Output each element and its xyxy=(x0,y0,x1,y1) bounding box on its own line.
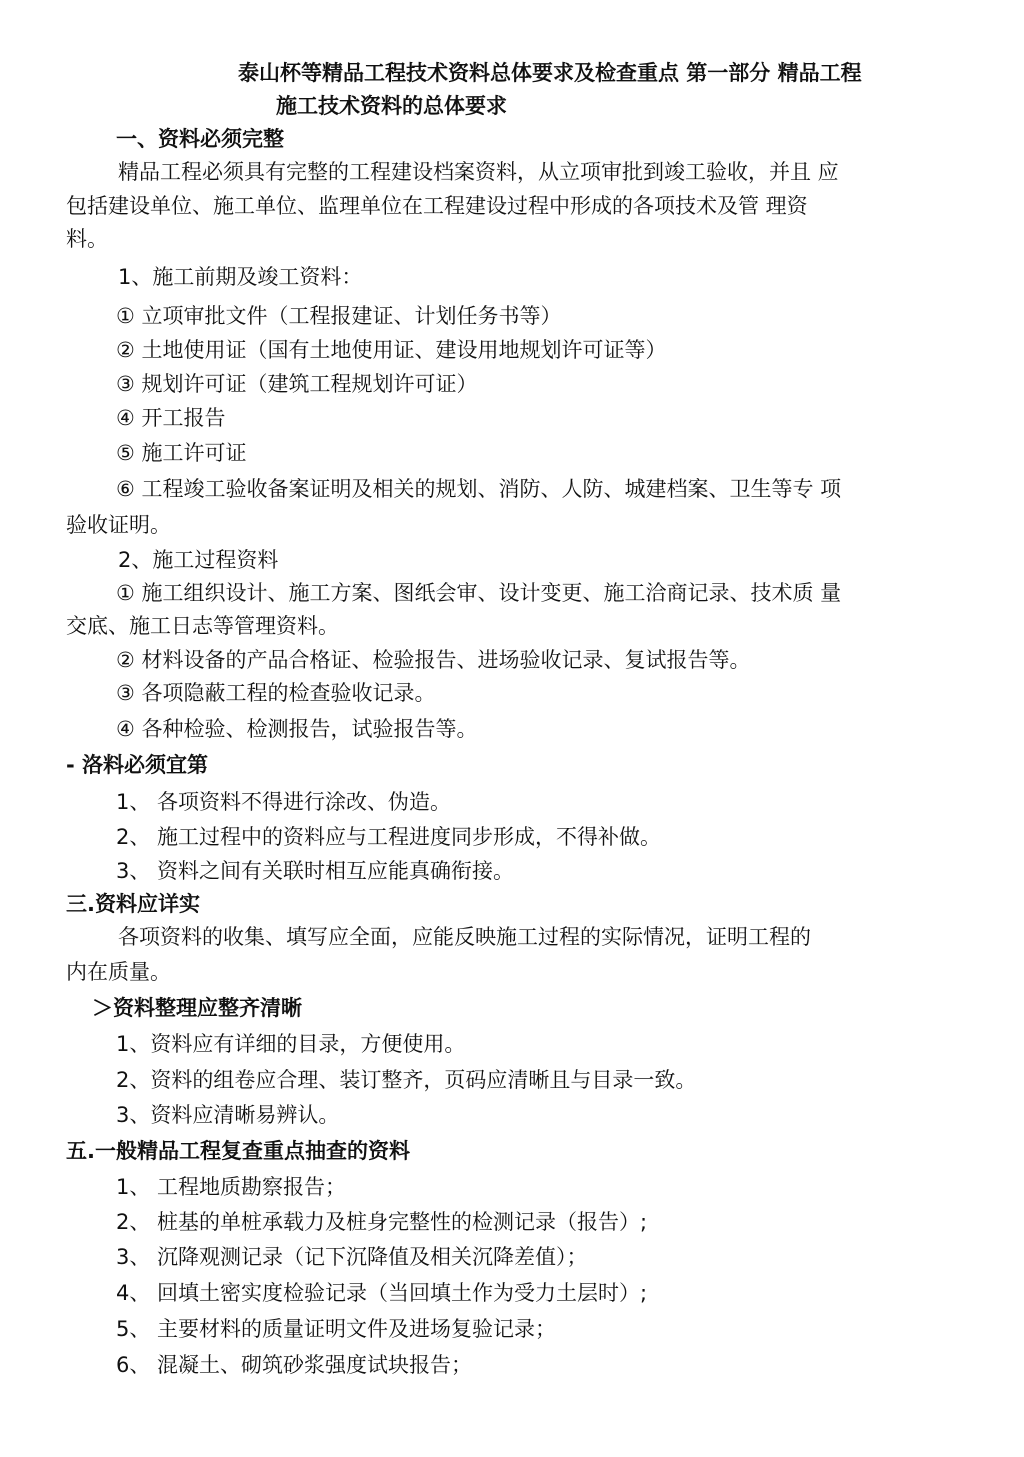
list-item: ⑥ 工程竣工验收备案证明及相关的规划、消防、人防、城建档案、卫生等专 项 xyxy=(116,477,842,501)
list-item: ② 土地使用证（国有土地使用证、建设用地规划许可证等） xyxy=(116,338,667,362)
list-item: 5、 主要材料的质量证明文件及进场复验记录； xyxy=(116,1317,557,1341)
list-item: 1、资料应有详细的目录，方便使用。 xyxy=(116,1032,466,1056)
list-item: ④ 开工报告 xyxy=(116,406,226,430)
subsection-heading: 2、施工过程资料 xyxy=(118,548,279,572)
section1-intro-line: 料。 xyxy=(66,227,108,251)
section5-heading: 五.一般精品工程复查重点抽查的资料 xyxy=(66,1139,410,1163)
section4-heading: ＞资料整理应整齐清晰 xyxy=(92,996,302,1020)
list-item: ⑤ 施工许可证 xyxy=(116,441,247,465)
section1-heading: 一、资料必须完整 xyxy=(116,127,284,151)
list-item: 3、资料应清晰易辨认。 xyxy=(116,1103,340,1127)
list-item: ③ 规划许可证（建筑工程规划许可证） xyxy=(116,372,478,396)
list-item: 4、 回填土密实度检验记录（当回填土作为受力土层时）; xyxy=(116,1281,648,1305)
list-item: 1、 各项资料不得进行涂改、伪造。 xyxy=(116,790,452,814)
section2-heading: - 洛料必须宜第 xyxy=(66,753,209,777)
section3-body-line: 各项资料的收集、填写应全面，应能反映施工过程的实际情况，证明工程的 xyxy=(118,925,811,949)
list-item: ② 材料设备的产品合格证、检验报告、进场验收记录、复试报告等。 xyxy=(116,648,751,672)
list-item: 2、 施工过程中的资料应与工程进度同步形成，不得补做。 xyxy=(116,825,662,849)
doc-title-line2: 施工技术资料的总体要求 xyxy=(276,94,507,118)
doc-title-line1: 泰山杯等精品工程技术资料总体要求及检查重点 第一部分 精品工程 xyxy=(238,61,862,85)
section1-intro-line: 精品工程必须具有完整的工程建设档案资料，从立项审批到竣工验收，并且 应 xyxy=(118,160,839,184)
list-item: ① 施工组织设计、施工方案、图纸会审、设计变更、施工洽商记录、技术质 量 xyxy=(116,581,842,605)
section1-intro-line: 包括建设单位、施工单位、监理单位在工程建设过程中形成的各项技术及管 理资 xyxy=(66,194,808,218)
list-item: 1、 工程地质勘察报告； xyxy=(116,1175,347,1199)
list-item: ① 立项审批文件（工程报建证、计划任务书等） xyxy=(116,304,562,328)
list-item: 3、 沉降观测记录（记下沉降值及相关沉降差值）； xyxy=(116,1245,588,1269)
list-item: 2、资料的组卷应合理、装订整齐，页码应清晰且与目录一致。 xyxy=(116,1068,697,1092)
list-item: 3、 资料之间有关联时相互应能真确衔接。 xyxy=(116,859,515,883)
list-item-continuation: 交底、施工日志等管理资料。 xyxy=(66,614,339,638)
subsection-heading: 1、施工前期及竣工资料： xyxy=(118,265,363,289)
list-item: 2、 桩基的单桩承载力及桩身完整性的检测记录（报告）; xyxy=(116,1210,648,1234)
list-item: ④ 各种检验、检测报告，试验报告等。 xyxy=(116,717,478,741)
list-item: ③ 各项隐蔽工程的检查验收记录。 xyxy=(116,681,436,705)
list-item-continuation: 验收证明。 xyxy=(66,513,171,537)
list-item: 6、 混凝土、砌筑砂浆强度试块报告； xyxy=(116,1353,473,1377)
section3-body-line: 内在质量。 xyxy=(66,960,171,984)
section3-heading: 三.资料应详实 xyxy=(66,892,200,916)
